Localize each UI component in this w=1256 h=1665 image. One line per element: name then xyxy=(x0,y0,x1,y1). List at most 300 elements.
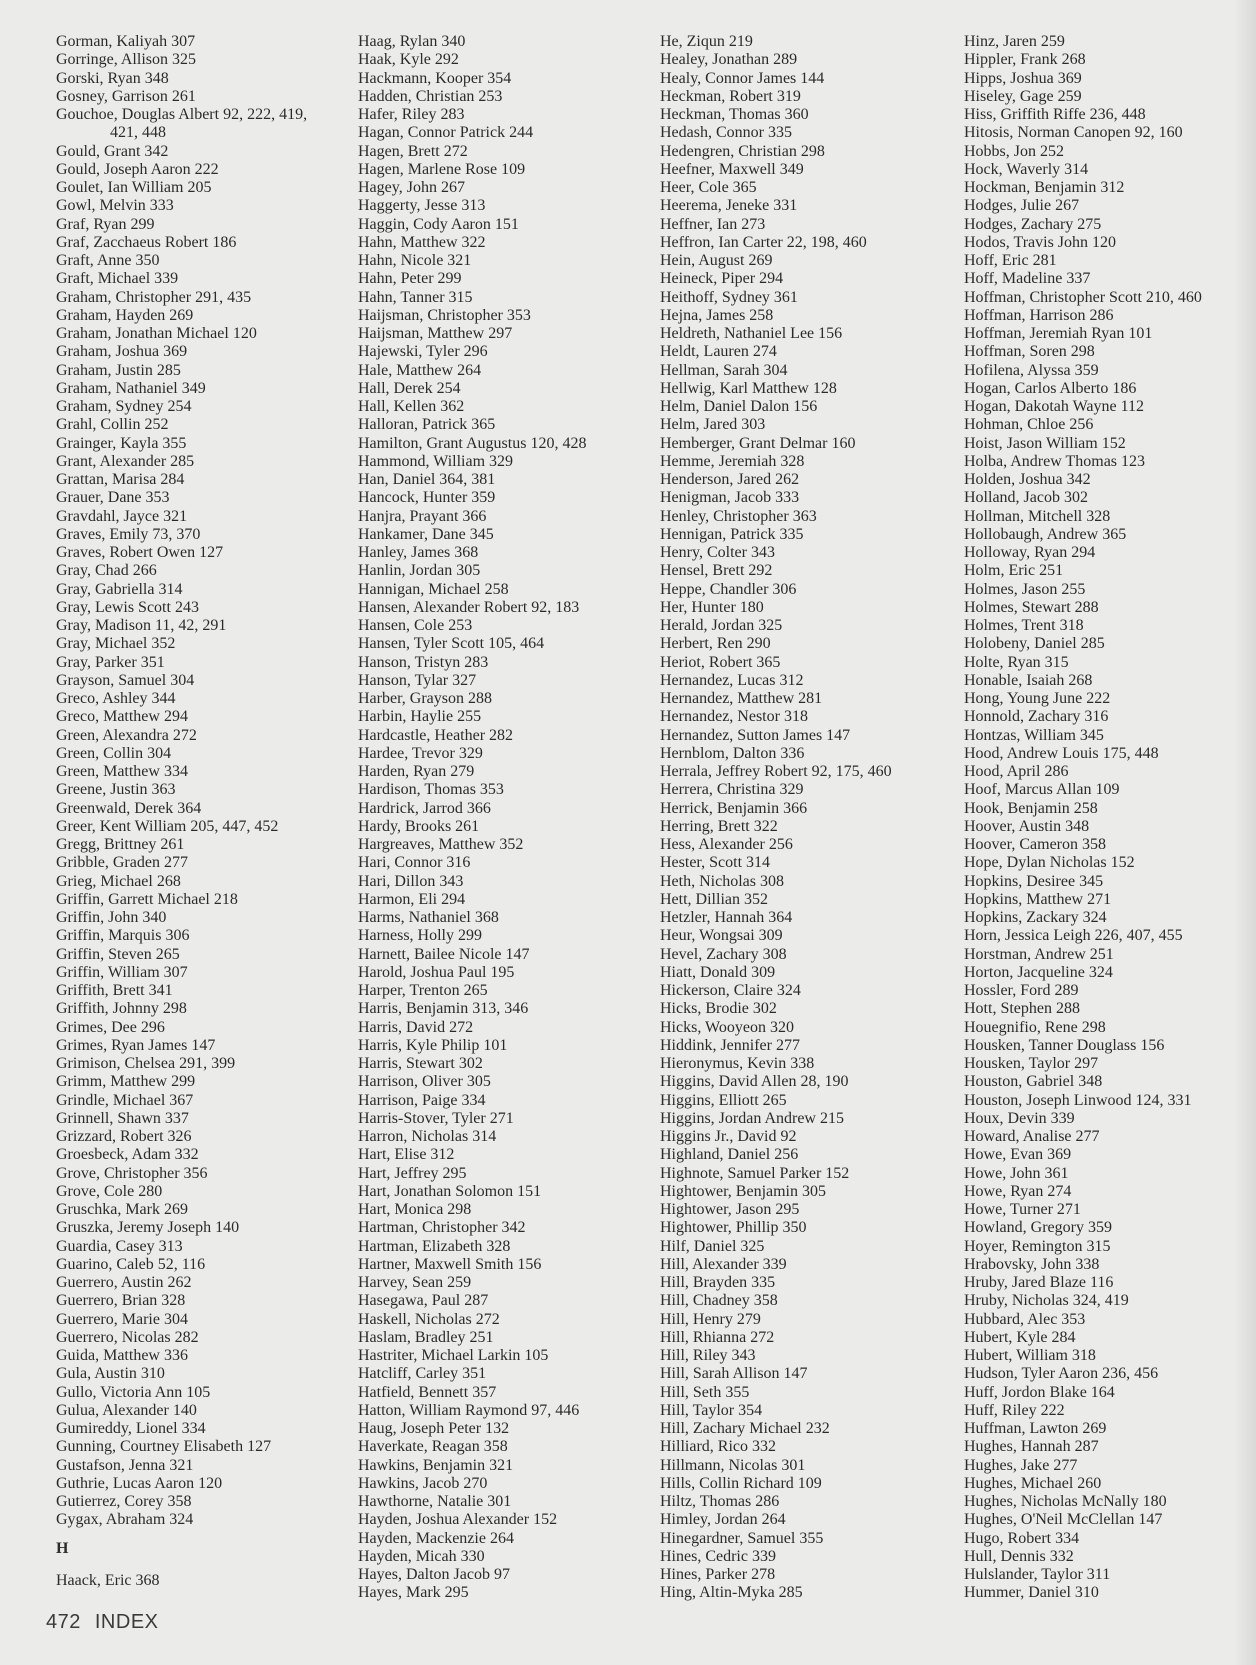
index-entry: Hoyer, Remington 315 xyxy=(964,1237,1111,1255)
index-entry: Heppe, Chandler 306 xyxy=(660,580,797,598)
index-entry: Hanson, Tristyn 283 xyxy=(358,653,489,671)
index-entry: Hartner, Maxwell Smith 156 xyxy=(358,1255,542,1273)
index-entry: Hatcliff, Carley 351 xyxy=(358,1365,487,1383)
index-entry: Harris, David 272 xyxy=(358,1018,474,1036)
index-entry: Haak, Kyle 292 xyxy=(358,51,459,69)
index-entry: Heckman, Robert 319 xyxy=(660,87,801,105)
index-entry: Howe, John 361 xyxy=(964,1164,1069,1182)
index-entry: Hubert, Kyle 284 xyxy=(964,1328,1076,1346)
index-entry: Hull, Dennis 332 xyxy=(964,1547,1074,1565)
index-entry: Hedengren, Christian 298 xyxy=(660,142,825,160)
index-entry: Higgins, Jordan Andrew 215 xyxy=(660,1109,844,1127)
index-entry: Healey, Jonathan 289 xyxy=(660,51,798,69)
index-entry: Gorski, Ryan 348 xyxy=(56,69,169,87)
index-entry: Hollman, Mitchell 328 xyxy=(964,507,1111,525)
index-entry: Hruby, Jared Blaze 116 xyxy=(964,1274,1114,1291)
index-entry: Hontzas, William 345 xyxy=(964,726,1104,744)
index-entry: Hill, Sarah Allison 147 xyxy=(660,1365,808,1383)
index-entry: Griffin, Steven 265 xyxy=(56,945,180,963)
index-entry: Heerema, Jeneke 331 xyxy=(660,197,798,215)
index-entry: Hellman, Sarah 304 xyxy=(660,361,788,379)
index-entry: Heldt, Lauren 274 xyxy=(660,343,777,361)
index-entry: Gould, Grant 342 xyxy=(56,142,169,160)
index-entry: Haug, Joseph Peter 132 xyxy=(358,1420,510,1437)
index-entry: Hayes, Mark 295 xyxy=(358,1584,469,1602)
index-entry: Gravdahl, Jayce 321 xyxy=(56,507,188,525)
index-entry: Hanson, Tylar 327 xyxy=(358,671,477,689)
index-entry: Heer, Cole 365 xyxy=(660,179,757,196)
index-entry: Guerrero, Brian 328 xyxy=(56,1292,186,1310)
index-entry: Haslam, Bradley 251 xyxy=(358,1328,494,1346)
index-entry: Hoover, Austin 348 xyxy=(964,817,1090,835)
index-entry: Harrison, Paige 334 xyxy=(358,1091,486,1109)
index-entry: Gruschka, Mark 269 xyxy=(56,1201,188,1218)
index-entry: Hood, Andrew Louis 175, 448 xyxy=(964,744,1159,762)
index-entry: Hanley, James 368 xyxy=(358,544,479,561)
index-entry: Harbin, Haylie 255 xyxy=(358,708,482,726)
index-entry: Houston, Gabriel 348 xyxy=(964,1073,1103,1091)
index-entry: Gould, Joseph Aaron 222 xyxy=(56,160,219,178)
index-entry: Haggerty, Jesse 313 xyxy=(358,197,486,215)
index-entry: Hitosis, Norman Canopen 92, 160 xyxy=(964,124,1183,142)
index-entry: Hines, Parker 278 xyxy=(660,1566,776,1583)
index-entry: Hinegardner, Samuel 355 xyxy=(660,1529,824,1547)
index-entry: Greenwald, Derek 364 xyxy=(56,799,202,817)
index-entry: Gouchoe, Douglas Albert 92, 222, 419, xyxy=(56,106,308,123)
index-entry: Helm, Jared 303 xyxy=(660,416,766,434)
index-entry: Hargreaves, Matthew 352 xyxy=(358,836,524,853)
index-entry: Houx, Devin 339 xyxy=(964,1109,1075,1127)
index-entry: Herald, Jordan 325 xyxy=(660,617,783,634)
index-entry: Grimes, Dee 296 xyxy=(56,1018,165,1036)
index-entry: Hodges, Zachary 275 xyxy=(964,215,1102,233)
index-entry: Hankamer, Dane 345 xyxy=(358,525,494,543)
index-entry: Holmes, Jason 255 xyxy=(964,580,1086,598)
index-entry: Hubert, William 318 xyxy=(964,1347,1096,1364)
index-entry: Hagey, John 267 xyxy=(358,179,465,196)
index-entry: Harold, Joshua Paul 195 xyxy=(358,963,515,981)
index-entry: Gygax, Abraham 324 xyxy=(56,1511,194,1529)
index-entry: Haijsman, Matthew 297 xyxy=(358,325,513,342)
index-entry: Hevel, Zachary 308 xyxy=(660,945,787,963)
index-entry: Hill, Alexander 339 xyxy=(660,1255,787,1273)
index-entry: Graham, Sydney 254 xyxy=(56,398,192,415)
index-entry: Highland, Daniel 256 xyxy=(660,1146,799,1164)
index-entry: Houston, Joseph Linwood 124, 331 xyxy=(964,1091,1192,1109)
index-entry: Graham, Justin 285 xyxy=(56,361,181,379)
index-entry: Harris, Kyle Philip 101 xyxy=(358,1036,508,1054)
index-entry: Hieronymus, Kevin 338 xyxy=(660,1055,815,1072)
index-entry: Graham, Joshua 369 xyxy=(56,343,188,361)
index-entry: Hudson, Tyler Aaron 236, 456 xyxy=(964,1365,1159,1383)
index-entry: Graham, Christopher 291, 435 xyxy=(56,288,252,306)
index-entry: Hill, Henry 279 xyxy=(660,1310,761,1328)
index-entry: Helm, Daniel Dalon 156 xyxy=(660,398,818,415)
index-entry: Gorman, Kaliyah 307 xyxy=(56,33,196,50)
index-entry: Hellwig, Karl Matthew 128 xyxy=(660,379,837,397)
index-entry: Guthrie, Lucas Aaron 120 xyxy=(56,1474,223,1492)
index-entry: Henigman, Jacob 333 xyxy=(660,489,800,507)
index-entry: Healy, Connor James 144 xyxy=(660,69,825,87)
index-entry: Hockman, Benjamin 312 xyxy=(964,179,1125,196)
index-entry: Greco, Ashley 344 xyxy=(56,690,176,707)
index-entry: Herrala, Jeffrey Robert 92, 175, 460 xyxy=(660,763,892,780)
index-entry: Hari, Connor 316 xyxy=(358,854,471,872)
index-entry: Hernandez, Nestor 318 xyxy=(660,708,808,726)
index-entry: Hightower, Jason 295 xyxy=(660,1201,800,1218)
index-entry: Hartman, Christopher 342 xyxy=(358,1219,526,1237)
index-entry: Holobeny, Daniel 285 xyxy=(964,635,1105,653)
index-entry: Hogan, Carlos Alberto 186 xyxy=(964,379,1137,397)
index-entry: Houegnifio, Rene 298 xyxy=(964,1018,1106,1036)
index-entry: Hope, Dylan Nicholas 152 xyxy=(964,854,1135,872)
index-entry: Higgins, David Allen 28, 190 xyxy=(660,1073,849,1091)
index-entry: Hawkins, Jacob 270 xyxy=(358,1474,488,1492)
index-entry: Hernandez, Lucas 312 xyxy=(660,671,804,689)
index-entry: Grove, Christopher 356 xyxy=(56,1164,208,1182)
index-entry: Gray, Madison 11, 42, 291 xyxy=(56,617,227,634)
index-entry: Hollobaugh, Andrew 365 xyxy=(964,525,1127,543)
index-entry: Guardia, Casey 313 xyxy=(56,1237,183,1255)
index-entry: Haijsman, Christopher 353 xyxy=(358,306,531,324)
index-entry: Griffin, William 307 xyxy=(56,963,188,981)
index-entry: Graft, Anne 350 xyxy=(56,252,160,269)
index-entry: Howard, Analise 277 xyxy=(964,1128,1100,1145)
index-entry: Hing, Altin-Myka 285 xyxy=(660,1584,803,1602)
index-entry: Haskell, Nicholas 272 xyxy=(358,1310,500,1328)
index-column-4 xyxy=(964,33,1246,1603)
index-entry: Green, Matthew 334 xyxy=(56,763,188,780)
index-entry: Han, Daniel 364, 381 xyxy=(358,471,496,488)
index-entry: Hughes, Jake 277 xyxy=(964,1456,1078,1474)
index-entry: Guerrero, Marie 304 xyxy=(56,1310,188,1328)
index-entry: Hart, Jeffrey 295 xyxy=(358,1164,467,1182)
index-entry: Hiseley, Gage 259 xyxy=(964,87,1082,105)
index-entry: Hasegawa, Paul 287 xyxy=(358,1292,489,1310)
index-entry: Hedash, Connor 335 xyxy=(660,124,792,142)
index-entry: Groesbeck, Adam 332 xyxy=(56,1146,199,1164)
index-entry: Grindle, Michael 367 xyxy=(56,1091,194,1109)
index-entry: Grimison, Chelsea 291, 399 xyxy=(56,1055,236,1072)
index-entry: Harrison, Oliver 305 xyxy=(358,1073,491,1091)
index-entry: Holden, Joshua 342 xyxy=(964,471,1091,488)
index-entry: Grahl, Collin 252 xyxy=(56,416,169,434)
index-entry: Hafer, Riley 283 xyxy=(358,106,465,123)
index-entry: Hammond, William 329 xyxy=(358,452,514,470)
index-entry: Greer, Kent William 205, 447, 452 xyxy=(56,817,279,835)
index-entry: Heriot, Robert 365 xyxy=(660,653,781,671)
index-entry: Honnold, Zachary 316 xyxy=(964,708,1109,726)
index-entry: Hillmann, Nicolas 301 xyxy=(660,1456,806,1474)
index-entry: Hong, Young June 222 xyxy=(964,690,1111,707)
index-entry: Henley, Christopher 363 xyxy=(660,507,817,525)
index-entry: Hossler, Ford 289 xyxy=(964,982,1079,999)
index-entry: Hardrick, Jarrod 366 xyxy=(358,799,491,817)
index-entry: Hahn, Matthew 322 xyxy=(358,233,486,251)
index-entry: Hatfield, Bennett 357 xyxy=(358,1383,497,1401)
index-entry: Hiltz, Thomas 286 xyxy=(660,1493,780,1510)
index-entry: Grant, Alexander 285 xyxy=(56,452,195,470)
index-entry: Hickerson, Claire 324 xyxy=(660,982,801,999)
index-entry: Hippler, Frank 268 xyxy=(964,51,1086,69)
index-entry: Huff, Jordon Blake 164 xyxy=(964,1383,1115,1401)
index-entry: Hahn, Nicole 321 xyxy=(358,252,472,269)
index-entry: Graham, Nathaniel 349 xyxy=(56,379,206,397)
index-entry: Graft, Michael 339 xyxy=(56,270,179,288)
index-entry: Hughes, O'Neil McClellan 147 xyxy=(964,1511,1163,1529)
index-entry: Hawkins, Benjamin 321 xyxy=(358,1456,514,1474)
index-entry: Hill, Taylor 354 xyxy=(660,1401,763,1419)
index-entry: Hajewski, Tyler 296 xyxy=(358,343,488,361)
index-entry: Hein, August 269 xyxy=(660,252,773,269)
index-entry: Howe, Turner 271 xyxy=(964,1201,1081,1218)
index-entry: Gray, Gabriella 314 xyxy=(56,580,183,598)
index-entry: Hanjra, Prayant 366 xyxy=(358,507,487,525)
index-entry: Hinz, Jaren 259 xyxy=(964,33,1065,50)
index-entry: Heineck, Piper 294 xyxy=(660,270,784,288)
index-entry: Hamilton, Grant Augustus 120, 428 xyxy=(358,434,587,452)
index-entry: Hopkins, Desiree 345 xyxy=(964,872,1104,890)
index-entry: Grinnell, Shawn 337 xyxy=(56,1109,189,1127)
index-entry: Housken, Tanner Douglass 156 xyxy=(964,1036,1165,1054)
index-entry: Hardee, Trevor 329 xyxy=(358,744,483,762)
index-entry: Grainger, Kayla 355 xyxy=(56,434,187,452)
index-entry: Hill, Brayden 335 xyxy=(660,1274,776,1291)
index-entry: Hoof, Marcus Allan 109 xyxy=(964,781,1120,799)
index-entry: Grove, Cole 280 xyxy=(56,1182,163,1200)
index-entry: Hall, Derek 254 xyxy=(358,379,461,397)
index-entry: Hoffman, Christopher Scott 210, 460 xyxy=(964,288,1202,306)
index-entry: Hansen, Alexander Robert 92, 183 xyxy=(358,598,580,616)
index-entry: Griffith, Brett 341 xyxy=(56,982,173,999)
index-entry: Huff, Riley 222 xyxy=(964,1401,1065,1419)
index-entry: Harnett, Bailee Nicole 147 xyxy=(358,945,530,963)
index-entry: Halloran, Patrick 365 xyxy=(358,416,496,434)
index-entry: Gray, Michael 352 xyxy=(56,635,176,653)
index-entry: Harmon, Eli 294 xyxy=(358,890,466,908)
index-entry: Herrera, Christina 329 xyxy=(660,781,804,799)
index-entry: Hatton, William Raymond 97, 446 xyxy=(358,1401,580,1419)
index-entry: Gula, Austin 310 xyxy=(56,1365,165,1383)
index-entry: Herrick, Benjamin 366 xyxy=(660,799,808,817)
index-entry: Hoffman, Harrison 286 xyxy=(964,306,1114,324)
index-entry: Her, Hunter 180 xyxy=(660,598,764,616)
index-entry: Harris-Stover, Tyler 271 xyxy=(358,1109,514,1127)
index-entry: Hemberger, Grant Delmar 160 xyxy=(660,434,856,452)
index-entry: Hayden, Mackenzie 264 xyxy=(358,1529,514,1547)
index-entry: Hohman, Chloe 256 xyxy=(964,416,1094,434)
index-entry: Hill, Chadney 358 xyxy=(660,1292,778,1310)
index-entry: Hood, April 286 xyxy=(964,763,1069,780)
index-entry: Hilliard, Rico 332 xyxy=(660,1438,776,1456)
index-entry: Grimm, Matthew 299 xyxy=(56,1073,196,1091)
index-entry: Hill, Seth 355 xyxy=(660,1383,750,1401)
index-entry: Higgins, Elliott 265 xyxy=(660,1091,787,1109)
index-entry: Gulua, Alexander 140 xyxy=(56,1401,197,1419)
index-entry: Gregg, Brittney 261 xyxy=(56,836,185,853)
index-entry: Hardcastle, Heather 282 xyxy=(358,726,514,744)
index-entry: Hensel, Brett 292 xyxy=(660,562,773,580)
index-entry: Harness, Holly 299 xyxy=(358,927,482,945)
index-entry: Hulslander, Taylor 311 xyxy=(964,1566,1111,1583)
index-entry: Honable, Isaiah 268 xyxy=(964,671,1093,689)
index-entry: Griffin, John 340 xyxy=(56,909,167,926)
index-entry: Hoff, Madeline 337 xyxy=(964,270,1091,288)
index-entry: Hightower, Benjamin 305 xyxy=(660,1182,826,1200)
index-entry: Hayden, Joshua Alexander 152 xyxy=(358,1511,558,1529)
index-entry: Grizzard, Robert 326 xyxy=(56,1128,192,1145)
index-entry: Hansen, Cole 253 xyxy=(358,617,473,634)
index-entry: Harron, Nicholas 314 xyxy=(358,1128,497,1145)
index-entry: Green, Collin 304 xyxy=(56,744,172,762)
index-entry: Grayson, Samuel 304 xyxy=(56,671,195,689)
index-entry: Hagen, Marlene Rose 109 xyxy=(358,160,526,178)
footer-label: INDEX xyxy=(94,1611,159,1633)
index-entry: Hugo, Robert 334 xyxy=(964,1529,1080,1547)
index-entry: Hernandez, Matthew 281 xyxy=(660,690,823,707)
index-entry: Hancock, Hunter 359 xyxy=(358,489,496,507)
index-entry: Gumireddy, Lionel 334 xyxy=(56,1420,206,1437)
index-entry: Howe, Evan 369 xyxy=(964,1146,1072,1164)
index-entry: Hoffman, Soren 298 xyxy=(964,343,1095,361)
index-entry: Holba, Andrew Thomas 123 xyxy=(964,452,1146,470)
index-entry: Hari, Dillon 343 xyxy=(358,872,464,890)
index-entry: Harris, Benjamin 313, 346 xyxy=(358,1000,529,1018)
index-entry: Holte, Ryan 315 xyxy=(964,653,1069,671)
index-entry: Herring, Brett 322 xyxy=(660,817,778,835)
index-entry: Hastriter, Michael Larkin 105 xyxy=(358,1347,549,1364)
index-entry: Hemme, Jeremiah 328 xyxy=(660,452,805,470)
index-entry: Grieg, Michael 268 xyxy=(56,872,181,890)
index-entry: Hardison, Thomas 353 xyxy=(358,781,504,799)
index-entry: Hicks, Wooyeon 320 xyxy=(660,1018,794,1036)
index-entry: Hernblom, Dalton 336 xyxy=(660,744,805,762)
index-entry: Hrabovsky, John 338 xyxy=(964,1255,1100,1273)
index-entry: Henry, Colter 343 xyxy=(660,544,775,561)
index-entry: Harms, Nathaniel 368 xyxy=(358,909,499,926)
index-entry: He, Ziqun 219 xyxy=(660,33,753,50)
index-entry: Goulet, Ian William 205 xyxy=(56,179,212,196)
index-entry: Holland, Jacob 302 xyxy=(964,489,1088,507)
index-entry: Himley, Jordan 264 xyxy=(660,1511,786,1529)
index-entry: Hernandez, Sutton James 147 xyxy=(660,726,851,744)
index-entry: Hiatt, Donald 309 xyxy=(660,963,776,981)
index-entry: Hayden, Micah 330 xyxy=(358,1547,485,1565)
index-entry: Heithoff, Sydney 361 xyxy=(660,288,798,306)
index-entry: Hoover, Cameron 358 xyxy=(964,836,1106,853)
index-entry: Hofilena, Alyssa 359 xyxy=(964,361,1099,379)
index-entry: Hiddink, Jennifer 277 xyxy=(660,1036,800,1054)
index-entry: Hahn, Peter 299 xyxy=(358,270,462,288)
index-entry: Horton, Jacqueline 324 xyxy=(964,963,1113,981)
index-column-1 xyxy=(56,33,346,1590)
index-entry: Hill, Rhianna 272 xyxy=(660,1328,775,1346)
index-entry: Hodges, Julie 267 xyxy=(964,197,1080,215)
index-entry: Grimes, Ryan James 147 xyxy=(56,1036,216,1054)
index-entry: Hester, Scott 314 xyxy=(660,854,771,872)
index-entry: Howland, Gregory 359 xyxy=(964,1219,1112,1237)
index-entry: Holmes, Trent 318 xyxy=(964,617,1084,634)
index-entry: Housken, Taylor 297 xyxy=(964,1055,1099,1072)
index-entry: Hennigan, Patrick 335 xyxy=(660,525,804,543)
index-entry: Gribble, Graden 277 xyxy=(56,854,188,872)
index-entry: Hejna, James 258 xyxy=(660,306,774,324)
index-entry: Hall, Kellen 362 xyxy=(358,398,465,415)
index-column-3 xyxy=(660,33,950,1603)
index-entry: Horn, Jessica Leigh 226, 407, 455 xyxy=(964,927,1183,945)
index-entry: Guerrero, Austin 262 xyxy=(56,1274,192,1291)
index-entry: Hale, Matthew 264 xyxy=(358,361,482,379)
index-entry: Gray, Lewis Scott 243 xyxy=(56,598,199,616)
index-entry: Harvey, Sean 259 xyxy=(358,1274,472,1291)
index-entry: Harber, Grayson 288 xyxy=(358,690,492,707)
index-entry: Holmes, Stewart 288 xyxy=(964,598,1099,616)
index-entry: Green, Alexandra 272 xyxy=(56,726,197,744)
index-entry: Harden, Ryan 279 xyxy=(358,763,475,780)
index-entry: Heffner, Ian 273 xyxy=(660,215,766,233)
index-entry: Heckman, Thomas 360 xyxy=(660,106,809,123)
section-letter-heading: H xyxy=(56,1539,69,1557)
index-entry: Hook, Benjamin 258 xyxy=(964,799,1098,817)
index-entry: Hoist, Jason William 152 xyxy=(964,434,1126,452)
index-entry: Huffman, Lawton 269 xyxy=(964,1420,1107,1437)
index-entry: Hansen, Tyler Scott 105, 464 xyxy=(358,635,545,653)
index-entry: Hoff, Eric 281 xyxy=(964,252,1057,269)
index-column-2 xyxy=(358,33,648,1603)
index-entry: Hipps, Joshua 369 xyxy=(964,69,1082,87)
index-entry: Harper, Trenton 265 xyxy=(358,982,488,999)
index-entry: Hopkins, Zackary 324 xyxy=(964,909,1107,926)
index-entry: Hetzler, Hannah 364 xyxy=(660,909,793,926)
index-entry: Griffith, Johnny 298 xyxy=(56,1000,187,1018)
index-entry: Holloway, Ryan 294 xyxy=(964,544,1096,561)
index-entry: Hill, Riley 343 xyxy=(660,1347,756,1364)
index-entry: Hogan, Dakotah Wayne 112 xyxy=(964,398,1144,415)
index-entry: Hoffman, Jeremiah Ryan 101 xyxy=(964,325,1153,342)
index-entry: Hayes, Dalton Jacob 97 xyxy=(358,1566,510,1583)
index-entry: Haag, Rylan 340 xyxy=(358,33,466,50)
index-entry: Hett, Dillian 352 xyxy=(660,890,768,908)
index-entry: Highnote, Samuel Parker 152 xyxy=(660,1164,850,1182)
index-entry: Hardy, Brooks 261 xyxy=(358,817,480,835)
index-entry: Hodos, Travis John 120 xyxy=(964,233,1117,251)
index-entry: Gunning, Courtney Elisabeth 127 xyxy=(56,1438,272,1456)
index-entry: Grattan, Marisa 284 xyxy=(56,471,185,488)
index-entry: Graham, Hayden 269 xyxy=(56,306,194,324)
index-entry: Griffin, Garrett Michael 218 xyxy=(56,890,238,908)
index-entry: Hightower, Phillip 350 xyxy=(660,1219,807,1237)
index-entry: Guarino, Caleb 52, 116 xyxy=(56,1255,206,1273)
index-entry: Gullo, Victoria Ann 105 xyxy=(56,1383,211,1401)
index-entry: Hubbard, Alec 353 xyxy=(964,1310,1086,1328)
index-entry: Horstman, Andrew 251 xyxy=(964,945,1114,963)
index-entry: Gutierrez, Corey 358 xyxy=(56,1493,192,1510)
index-entry: Graves, Emily 73, 370 xyxy=(56,525,201,543)
index-entry: Hummer, Daniel 310 xyxy=(964,1584,1099,1602)
index-entry: Heffron, Ian Carter 22, 198, 460 xyxy=(660,233,867,251)
index-entry: Hughes, Nicholas McNally 180 xyxy=(964,1493,1167,1510)
index-entry: Hock, Waverly 314 xyxy=(964,160,1089,178)
index-entry: Gustafson, Jenna 321 xyxy=(56,1456,194,1474)
index-entry: Hart, Jonathan Solomon 151 xyxy=(358,1182,542,1200)
index-entry: Hughes, Hannah 287 xyxy=(964,1438,1099,1456)
index-entry: Hughes, Michael 260 xyxy=(964,1474,1102,1492)
index-entry: Higgins Jr., David 92 xyxy=(660,1128,797,1145)
index-entry: Grauer, Dane 353 xyxy=(56,489,170,507)
index-entry: Graf, Zacchaeus Robert 186 xyxy=(56,233,237,251)
index-entry: Heth, Nicholas 308 xyxy=(660,872,784,890)
index-entry: Gorringe, Allison 325 xyxy=(56,51,196,69)
